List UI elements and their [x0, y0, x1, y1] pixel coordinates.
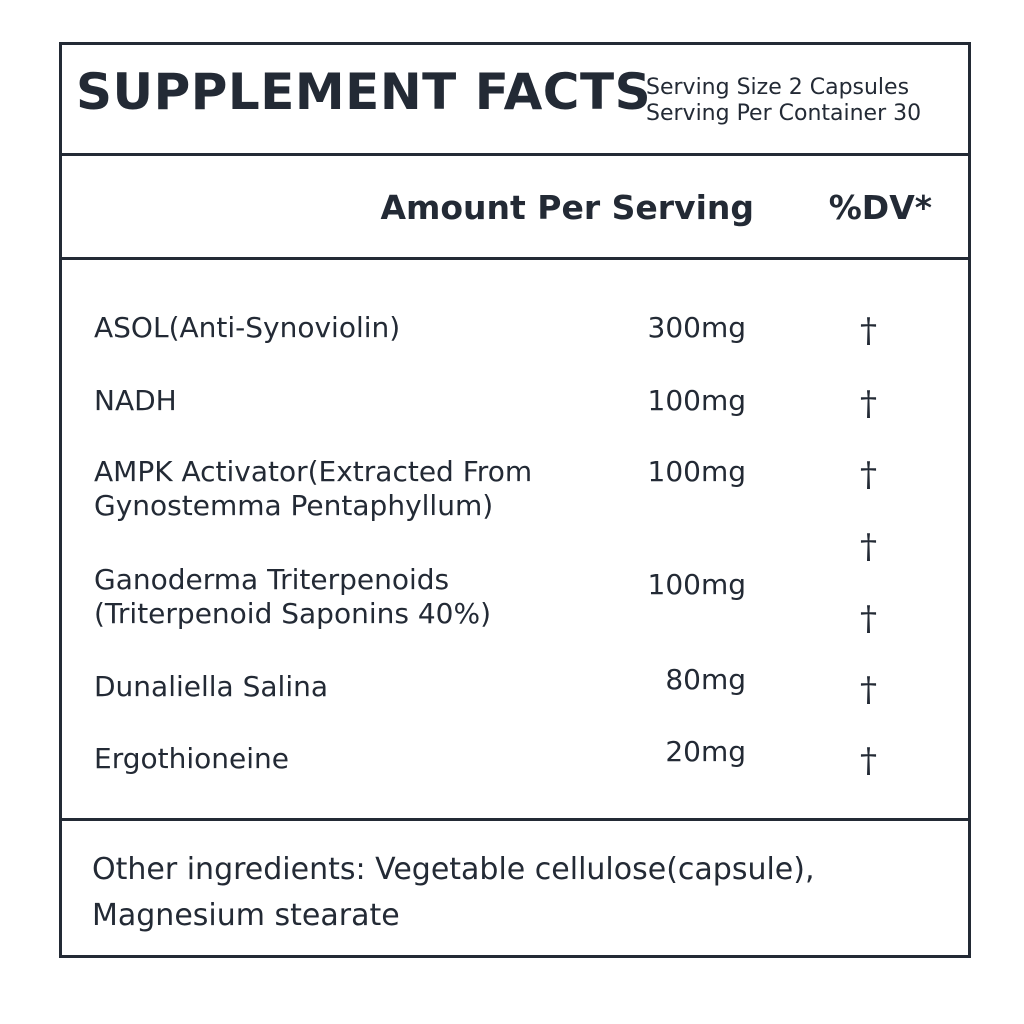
daily-value-header: %DV* [828, 188, 932, 227]
dv-dagger-mark: † [860, 670, 877, 710]
dv-dagger-mark: † [860, 741, 877, 781]
ingredient-amount: 100mg [647, 568, 746, 601]
ingredient-name: Ganoderma Triterpenoids [94, 563, 450, 596]
other-ingredients-line: Magnesium stearate [92, 898, 400, 933]
ingredient-name: AMPK Activator(Extracted From [94, 455, 533, 488]
serving-info [646, 75, 921, 127]
serving-size: Serving Size 2 Capsules [646, 75, 910, 100]
ingredient-amount: 100mg [647, 384, 746, 417]
panel-title: SUPPLEMENT FACTS [76, 63, 652, 121]
ingredient-amount: 20mg [665, 735, 746, 768]
dv-dagger-mark: † [860, 384, 877, 424]
ingredient-amount: 100mg [647, 455, 746, 488]
dv-dagger-mark: † [860, 311, 877, 351]
amount-per-serving-header: Amount Per Serving [380, 188, 754, 227]
servings-per-container: Serving Per Container 30 [646, 101, 922, 126]
column-header-section [62, 156, 968, 260]
ingredient-name: ASOL(Anti-Synoviolin) [94, 311, 401, 344]
dv-dagger-mark: † [860, 527, 877, 567]
ingredient-name-continued: (Triterpenoid Saponins 40%) [94, 597, 492, 630]
other-ingredients-line: Other ingredients: Vegetable cellulose(capsule), [92, 852, 815, 887]
ingredient-name-continued: Gynostemma Pentaphyllum) [94, 489, 494, 522]
supplement-facts-panel [59, 42, 971, 958]
ingredient-name: NADH [94, 384, 177, 417]
dv-dagger-mark: † [860, 599, 877, 639]
ingredient-name: Ergothioneine [94, 742, 289, 775]
ingredient-amount: 80mg [665, 663, 746, 696]
dv-dagger-mark: † [860, 455, 877, 495]
ingredient-amount: 300mg [647, 311, 746, 344]
other-ingredients-section [62, 821, 968, 955]
other-ingredients-text [92, 847, 942, 939]
ingredient-name: Dunaliella Salina [94, 670, 329, 703]
ingredient-rows [62, 260, 968, 821]
title-section [62, 45, 968, 156]
